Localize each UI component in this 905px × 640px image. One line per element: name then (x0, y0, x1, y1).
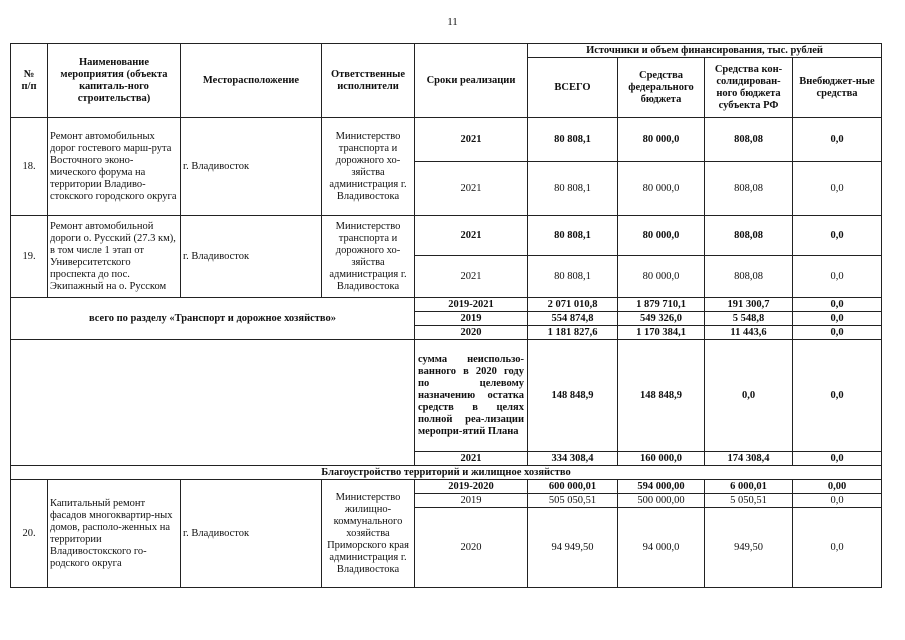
table-row (11, 466, 882, 480)
cell-consolidated: 11 443,6 (705, 326, 793, 340)
cell-federal: 80 000,0 (618, 216, 705, 256)
table-row (11, 216, 882, 256)
cell-year: 2021 (415, 256, 528, 298)
cell-total: 2 071 010,8 (528, 298, 618, 312)
cell-federal: 594 000,00 (618, 480, 705, 494)
cell-offbudget: 0,0 (793, 118, 882, 162)
cell-offbudget: 0,00 (793, 480, 882, 494)
row-location: г. Владивосток (181, 216, 322, 298)
cell-federal: 1 170 384,1 (618, 326, 705, 340)
cell-total: 1 181 827,6 (528, 326, 618, 340)
table-row (11, 118, 882, 162)
cell-total: 94 949,50 (528, 508, 618, 588)
financing-table (10, 43, 882, 588)
cell-total: 80 808,1 (528, 162, 618, 216)
cell-consolidated: 6 000,01 (705, 480, 793, 494)
cell-offbudget: 0,0 (793, 508, 882, 588)
cell-offbudget: 0,0 (793, 298, 882, 312)
cell-federal: 80 000,0 (618, 118, 705, 162)
cell-federal: 160 000,0 (618, 452, 705, 466)
cell-total: 80 808,1 (528, 216, 618, 256)
cell-consolidated: 5 050,51 (705, 494, 793, 508)
row-name: Капитальный ремонт фасадов многоквартир-ных домов, располо-женных на территории Владивостокского го-родского округа (48, 480, 181, 588)
table-row (11, 340, 882, 452)
table-row (11, 298, 882, 312)
cell-consolidated: 949,50 (705, 508, 793, 588)
cell-year: 2019 (415, 494, 528, 508)
row-responsible: Министерство жилищно-коммунального хозяйства Приморского края администрация г. Владивостока (322, 480, 415, 588)
cell-total: 505 050,51 (528, 494, 618, 508)
cell-consolidated: 191 300,7 (705, 298, 793, 312)
cell-federal: 80 000,0 (618, 256, 705, 298)
cell-consolidated: 808,08 (705, 256, 793, 298)
cell-offbudget: 0,0 (793, 340, 882, 452)
row-num: 20. (11, 480, 48, 588)
cell-federal: 500 000,00 (618, 494, 705, 508)
cell-year: 2021 (415, 162, 528, 216)
cell-federal: 148 848,9 (618, 340, 705, 452)
header-num: № п/п (11, 44, 48, 118)
blank-cell (11, 340, 415, 466)
row-location: г. Владивосток (181, 480, 322, 588)
cell-consolidated: 5 548,8 (705, 312, 793, 326)
row-responsible: Министерство транспорта и дорожного хо-зяйства администрация г. Владивостока (322, 216, 415, 298)
section-total-label: всего по разделу «Транспорт и дорожное хозяйство» (11, 298, 415, 340)
cell-federal: 1 879 710,1 (618, 298, 705, 312)
row-name: Ремонт автомобильных дорог гостевого марш-рута Восточного эконо-мического форума на территории Владиво-стокского городского округа (48, 118, 181, 216)
cell-federal: 80 000,0 (618, 162, 705, 216)
cell-consolidated: 0,0 (705, 340, 793, 452)
cell-total: 334 308,4 (528, 452, 618, 466)
cell-total: 554 874,8 (528, 312, 618, 326)
cell-year: 2021 (415, 216, 528, 256)
cell-offbudget: 0,0 (793, 256, 882, 298)
cell-year: 2020 (415, 326, 528, 340)
cell-year: 2019-2020 (415, 480, 528, 494)
row-location: г. Владивосток (181, 118, 322, 216)
cell-federal: 94 000,0 (618, 508, 705, 588)
cell-federal: 549 326,0 (618, 312, 705, 326)
table-row (11, 480, 882, 494)
section-heading: Благоустройство территорий и жилищное хозяйство (11, 466, 882, 480)
page-number: 11 (447, 16, 458, 28)
cell-consolidated: 808,08 (705, 216, 793, 256)
cell-consolidated: 808,08 (705, 118, 793, 162)
cell-total: 148 848,9 (528, 340, 618, 452)
cell-offbudget: 0,0 (793, 312, 882, 326)
header-responsible: Ответственные исполнители (322, 44, 415, 118)
cell-offbudget: 0,0 (793, 494, 882, 508)
cell-total: 80 808,1 (528, 118, 618, 162)
header-name: Наименование мероприятия (объекта капиталь-ного строительства) (48, 44, 181, 118)
row-num: 18. (11, 118, 48, 216)
cell-offbudget: 0,0 (793, 452, 882, 466)
cell-consolidated: 174 308,4 (705, 452, 793, 466)
cell-offbudget: 0,0 (793, 326, 882, 340)
header-offbudget: Внебюджет-ные средства (793, 58, 882, 118)
header-federal: Средства федерального бюджета (618, 58, 705, 118)
cell-consolidated: 808,08 (705, 162, 793, 216)
header-consolidated: Средства кон-солидирован-ного бюджета субъекта РФ (705, 58, 793, 118)
cell-year: 2021 (415, 118, 528, 162)
cell-total: 80 808,1 (528, 256, 618, 298)
cell-year: 2019 (415, 312, 528, 326)
row-responsible: Министерство транспорта и дорожного хо-зяйства администрация г. Владивостока (322, 118, 415, 216)
cell-year: 2020 (415, 508, 528, 588)
cell-offbudget: 0,0 (793, 162, 882, 216)
cell-total: 600 000,01 (528, 480, 618, 494)
header-sources: Источники и объем финансирования, тыс. рублей (528, 44, 882, 58)
cell-year: 2019-2021 (415, 298, 528, 312)
row-num: 19. (11, 216, 48, 298)
cell-offbudget: 0,0 (793, 216, 882, 256)
unused-funds-text: сумма неиспользо-ванного в 2020 году по целевому назначению остатка средств в целях полной реа-лизации меропри-ятий Плана (415, 340, 528, 452)
header-location: Месторасположение (181, 44, 322, 118)
cell-year: 2021 (415, 452, 528, 466)
header-total: ВСЕГО (528, 58, 618, 118)
row-name: Ремонт автомобильной дороги о. Русский (27.3 км), в том числе 1 этап от Университетского проспекта до пос. Экипажный на о. Русском (48, 216, 181, 298)
header-terms: Сроки реализации (415, 44, 528, 118)
